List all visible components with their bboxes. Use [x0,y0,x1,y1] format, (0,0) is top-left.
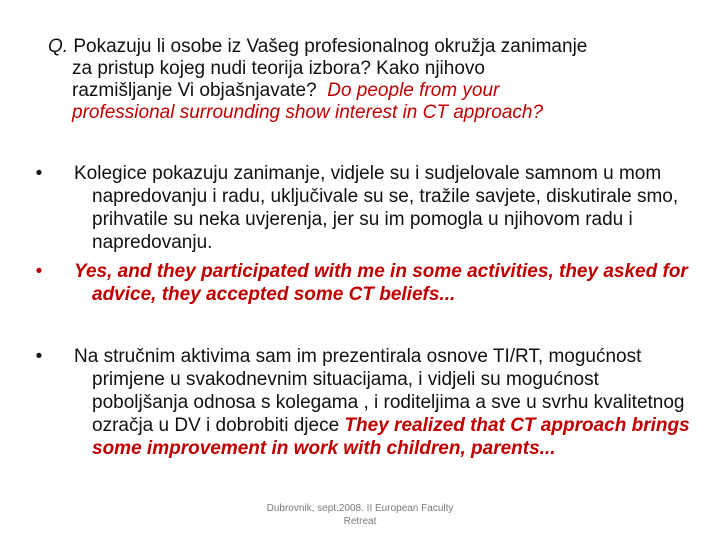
bullet-text: Kolegice pokazuju zanimanje, vidjele su i sudjelovale samnom u mom napredovanju i radu, uključivale su se, tražile savjete, diskutirale smo, prihvatile su neka uvjerenja, jer su im pomogla u njihovom radu i napredovanju. [74,163,679,253]
question-english-2: professional surrounding show interest in CT approach? [72,102,544,123]
bullet-marker: • [35,163,43,184]
bullet-marker: • [35,261,43,282]
bullet-marker: • [35,346,43,367]
bullet-item-1 [30,162,690,254]
question-line-2: za pristup kojeg nudi teorija izbora? Kako njihovo [72,58,485,79]
bullet-text: Na stručnim aktivima sam im prezentirala osnove TI/RT, mogućnost primjene u svakodnevnim situacijama, i vidjeli su mogućnost poboljšanja odnosa s kolegama , i roditeljima a sve u svrhu kvalitetnog ozračja u DV i dobrobiti djece [74,346,685,436]
bullet-item-2 [30,260,690,306]
question-line-3-wrap [48,80,688,102]
footer-line-2: Retreat [343,516,377,527]
question-line-1: Pokazuju li osobe iz Vašeg profesionalnog okružja zanimanje [68,36,588,57]
question-english-1: Do people from your [327,80,500,101]
bullet-text-wrap [74,345,690,460]
question-line-3: razmišljanje Vi objašnjavate? [72,80,317,101]
footer-line-1: Dubrovnik, sept.2008. II European Faculty [266,503,454,514]
bullet-text-english: Yes, and they participated with me in some activities, they asked for advice, they accepted some CT beliefs... [74,261,688,305]
question-label: Q. [48,36,69,57]
question-block [48,36,688,124]
bullet-text-english: They realized that CT approach brings some improvement in work with children, parents... [92,415,690,459]
bullet-item-3 [30,345,690,460]
footer [245,502,475,528]
